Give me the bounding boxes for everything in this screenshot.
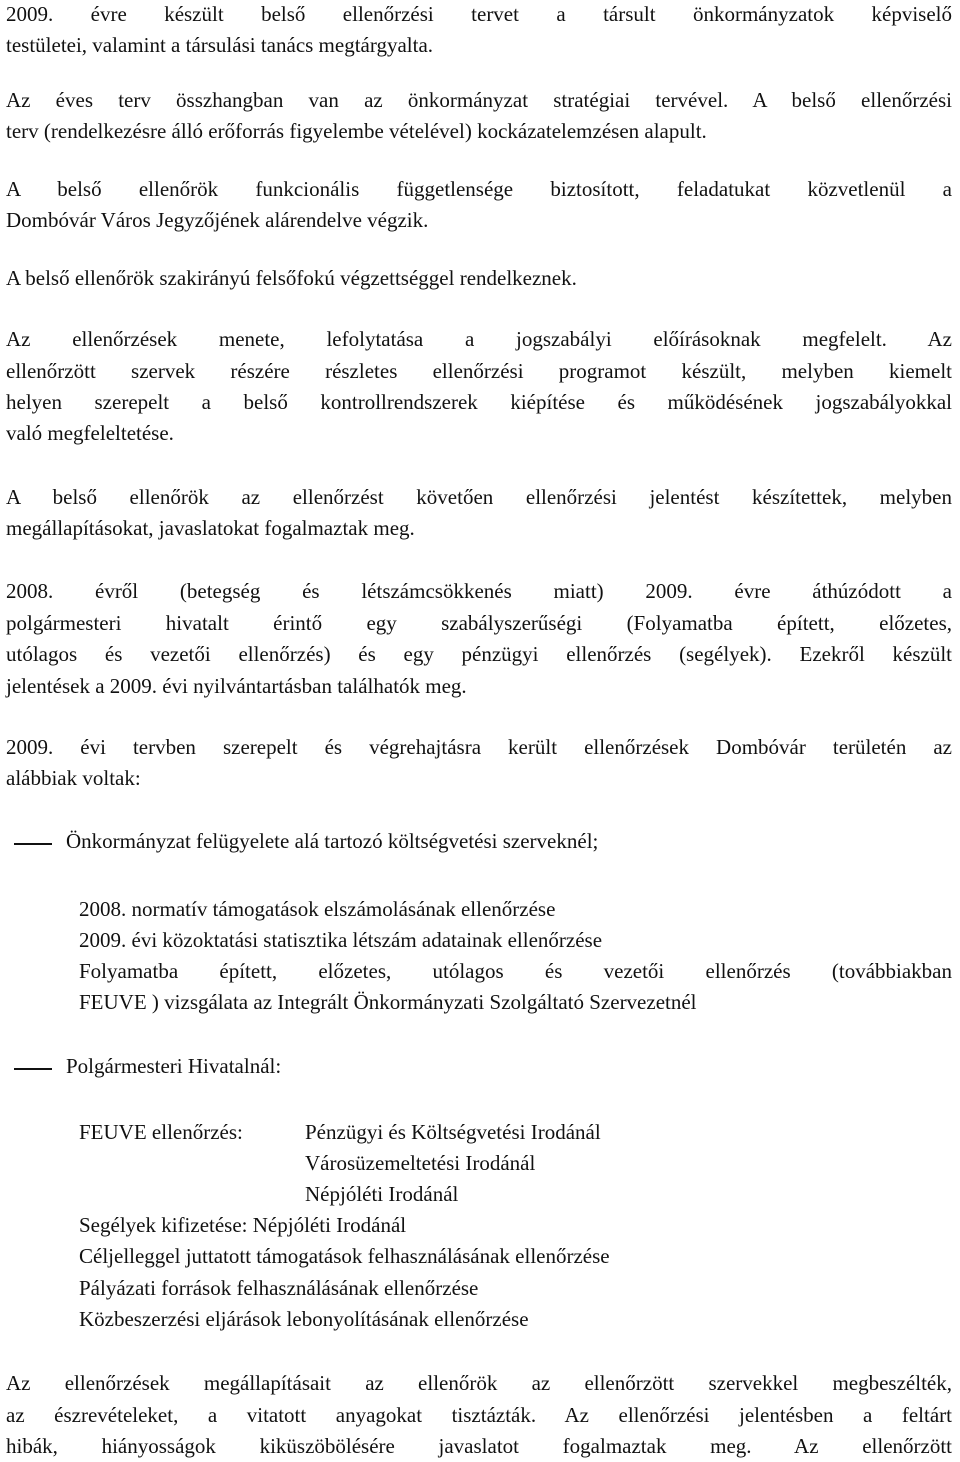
paragraph-line: A belső ellenőrök az ellenőrzést követően ellenőrzési jelentést készítettek, melyben (6, 485, 952, 509)
list-item: Segélyek kifizetése: Népjóléti Irodánál (79, 1213, 407, 1237)
list-item: Céljelleggel juttatott támogatások felhasználásának ellenőrzése (79, 1244, 610, 1268)
paragraph-line: 2008. évről (betegség és létszámcsökkenés miatt) 2009. évre áthúzódott a (6, 579, 952, 603)
paragraph-line: való megfeleltetése. (6, 421, 174, 445)
list-heading: Polgármesteri Hivatalnál: (66, 1054, 282, 1078)
dash-bullet (14, 1068, 52, 1070)
paragraph-line: A belső ellenőrök funkcionális függetlensége biztosított, feladatukat közvetlenül a (6, 177, 952, 201)
paragraph-line: testületei, valamint a társulási tanács megtárgyalta. (6, 33, 434, 57)
list-item: Folyamatba épített, előzetes, utólagos és vezetői ellenőrzés (továbbiakban (79, 959, 952, 983)
paragraph-line: utólagos és vezetői ellenőrzés) és egy pénzügyi ellenőrzés (segélyek). Ezekről készült (6, 642, 952, 666)
list-item: Pénzügyi és Költségvetési Irodánál (305, 1120, 601, 1144)
list-item: Közbeszerzési eljárások lebonyolításának ellenőrzése (79, 1307, 529, 1331)
paragraph-line: Az ellenőrzések megállapításait az ellenőrök az ellenőrzött szervekkel megbeszélték, (6, 1371, 952, 1395)
paragraph-line: polgármesteri hivatalt érintő egy szabályszerűségi (Folyamatba épített, előzetes, (6, 611, 952, 635)
paragraph-line: A belső ellenőrök szakirányú felsőfokú végzettséggel rendelkeznek. (6, 266, 577, 290)
paragraph-line: 2009. évi tervben szerepelt és végrehajtásra került ellenőrzések Dombóvár területén az (6, 735, 952, 759)
feuve-label: FEUVE ellenőrzés: (79, 1120, 243, 1144)
paragraph-line: Az éves terv összhangban van az önkormányzat stratégiai tervével. A belső ellenőrzési (6, 88, 952, 112)
paragraph-line: 2009. évre készült belső ellenőrzési tervet a társult önkormányzatok képviselő (6, 2, 952, 26)
paragraph-line: helyen szerepelt a belső kontrollrendszerek kiépítése és működésének jogszabályokkal (6, 390, 952, 414)
list-item: 2008. normatív támogatások elszámolásának ellenőrzése (79, 897, 556, 921)
paragraph-line: Dombóvár Város Jegyzőjének alárendelve végzik. (6, 208, 429, 232)
dash-bullet (14, 843, 52, 845)
paragraph-line: az észrevételeket, a vitatott anyagokat tisztázták. Az ellenőrzési jelentésben a feltárt (6, 1403, 952, 1427)
paragraph-line: jelentések a 2009. évi nyilvántartásban találhatók meg. (6, 674, 467, 698)
list-item: FEUVE ) vizsgálata az Integrált Önkormányzati Szolgáltató Szervezetnél (79, 990, 697, 1014)
list-item: Városüzemeltetési Irodánál (305, 1151, 536, 1175)
list-item: 2009. évi közoktatási statisztika létszám adatainak ellenőrzése (79, 928, 603, 952)
paragraph-line: megállapításokat, javaslatokat fogalmaztak meg. (6, 516, 415, 540)
list-item: Pályázati források felhasználásának ellenőrzése (79, 1276, 479, 1300)
paragraph-line: Az ellenőrzések menete, lefolytatása a jogszabályi előírásoknak megfelelt. Az (6, 327, 952, 351)
list-item: Népjóléti Irodánál (305, 1182, 459, 1206)
paragraph-line: terv (rendelkezésre álló erőforrás figyelembe vételével) kockázatelemzésen alapult. (6, 119, 707, 143)
paragraph-line: hibák, hiányosságok kiküszöbölésére javaslatot fogalmaztak meg. Az ellenőrzött (6, 1434, 952, 1458)
list-heading: Önkormányzat felügyelete alá tartozó költségvetési szerveknél; (66, 829, 599, 853)
paragraph-line: ellenőrzött szervek részére részletes ellenőrzési programot készült, melyben kiemelt (6, 359, 952, 383)
paragraph-line: alábbiak voltak: (6, 766, 141, 790)
